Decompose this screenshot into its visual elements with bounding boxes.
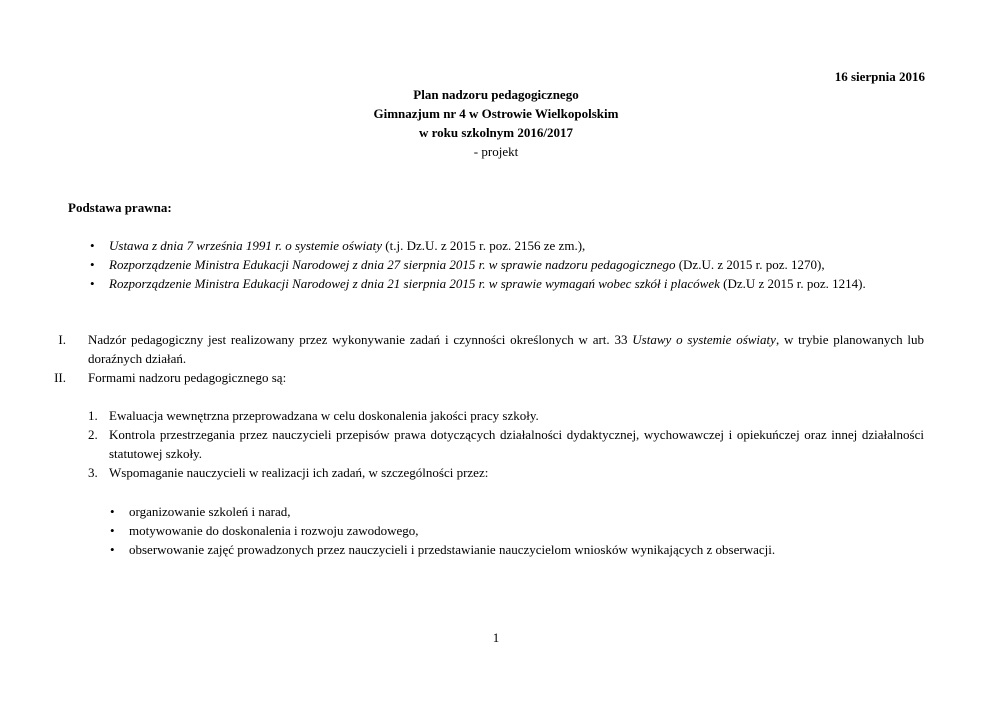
legal-act-title: Ustawa z dnia 7 września 1991 r. o systemie oświaty [109,238,383,253]
section-text-part: , w trybie planowanych lub doraźnych działań. [88,332,925,366]
legal-act-reference: (t.j. Dz.U. z 2015 r. poz. 2156 ze zm.), [382,238,586,253]
item-number: 1. [88,408,98,423]
list-item [108,540,924,559]
item-text: Ewaluacja wewnętrzna przeprowadzana w celu doskonalenia jakości pracy szkoły. [109,408,539,423]
section-text: Formami nadzoru pedagogicznego są: [88,370,287,385]
item-text: Kontrola przestrzegania przez nauczycieli przepisów prawa dotyczących działalności dydaktycznej, wychowawczej i opiekuńczej oraz innej działalności statutowej szkoły. [109,427,924,461]
item-number: 3. [88,465,98,480]
section-text-part: Nadzór pedagogiczny jest realizowany przez wykonywanie zadań i czynności określonych w art. 33 [88,332,633,347]
list-item [108,521,924,540]
title-line-3: w roku szkolnym 2016/2017 [419,125,573,140]
legal-act-reference: (Dz.U z 2015 r. poz. 1214). [719,276,866,291]
support-methods-list [108,502,924,559]
document-title [0,85,992,161]
list-item [108,502,924,521]
bullet-icon: • [110,542,115,557]
page-number: 1 [492,630,500,645]
title-line-2: Gimnazjum nr 4 w Ostrowie Wielkopolskim [373,106,619,121]
legal-basis-list [88,236,924,293]
bullet-icon: • [90,238,95,253]
item-number: 2. [88,427,98,442]
section-number: I. [58,332,66,347]
item-text: motywowanie do doskonalenia i rozwoju zawodowego, [129,523,419,538]
list-item [88,236,924,255]
legal-basis-heading: Podstawa prawna: [68,200,172,215]
list-item [88,274,924,293]
legal-act-title: Rozporządzenie Ministra Edukacji Narodowej z dnia 21 sierpnia 2015 r. w sprawie wymagań wobec szkół i placówek [109,276,720,291]
bullet-icon: • [110,523,115,538]
bullet-icon: • [90,257,95,272]
list-item [88,425,924,463]
item-text: Wspomaganie nauczycieli w realizacji ich zadań, w szczególności przez: [109,465,489,480]
section-number: II. [54,370,66,385]
legal-act-title: Rozporządzenie Ministra Edukacji Narodowej z dnia 27 sierpnia 2015 r. w sprawie nadzoru pedagogicznego [109,257,676,272]
section-text-italic: Ustawy o systemie oświaty [632,332,776,347]
bullet-icon: • [90,276,95,291]
legal-act-reference: (Dz.U. z 2015 r. poz. 1270), [675,257,825,272]
list-item [88,463,924,482]
document-date: 16 sierpnia 2016 [834,69,925,84]
title-line-1: Plan nadzoru pedagogicznego [413,87,579,102]
title-line-4: - projekt [473,144,519,159]
item-text: obserwowanie zajęć prowadzonych przez nauczycieli i przedstawianie nauczycielom wniosków wynikających z obserwacji. [129,542,776,557]
bullet-icon: • [110,504,115,519]
supervision-forms-list [88,406,924,482]
section-text [88,330,924,368]
list-item [88,255,924,274]
item-text: organizowanie szkoleń i narad, [129,504,291,519]
list-item [88,406,924,425]
